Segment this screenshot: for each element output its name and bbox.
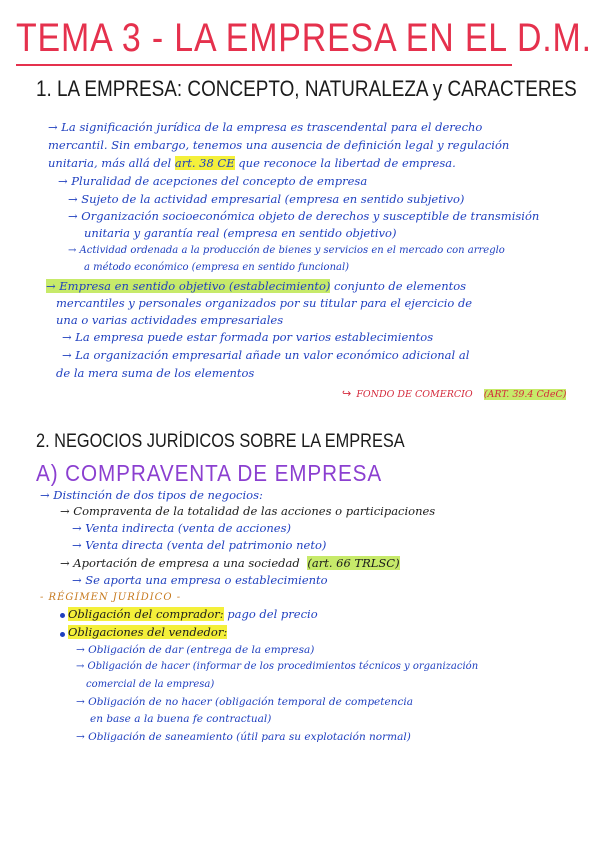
venta-indirecta: → Venta indirecta (venta de acciones) — [72, 521, 291, 535]
bullet-dot-icon — [60, 613, 65, 618]
comprador-text: pago del precio — [227, 607, 318, 621]
title-underline — [16, 64, 512, 66]
vendedor-item-2: → Obligación de hacer (informar de los procedimientos técnicos y organización — [76, 661, 479, 672]
pluralidad-item-3b: a método económico (empresa en sentido funcional) — [84, 262, 350, 273]
distincion-item-1: → Compraventa de la totalidad de las acciones o participaciones — [60, 504, 436, 518]
aportacion-sub: → Se aporta una empresa o establecimiento — [72, 573, 328, 587]
art-38-ce-highlight: art. 38 CE — [174, 156, 235, 170]
objetivo-item-2: → La organización empresarial añade un valor económico adicional al — [62, 348, 470, 362]
vendedor-item-3b: en base a la buena fe contractual) — [90, 713, 272, 725]
vendedor-item-1: → Obligación de dar (entrega de la empresa) — [76, 644, 315, 656]
intro-line-3-end: que reconoce la libertad de empresa. — [238, 156, 456, 170]
intro-line-2: mercantil. Sin embargo, tenemos una ausencia de definición legal y regulación — [48, 138, 510, 152]
vendedor-item-2b: comercial de la empresa) — [86, 679, 215, 690]
intro-line-3 — [48, 158, 456, 170]
regimen-juridico-label: - RÉGIMEN JURÍDICO - — [40, 592, 182, 603]
pluralidad-item-3: → Actividad ordenada a la producción de bienes y servicios en el mercado con arreglo — [68, 245, 505, 256]
objetivo-item-2b: de la mera suma de los elementos — [56, 366, 255, 380]
pluralidad-item-2b: unitaria y garantía real (empresa en sentido objetivo) — [84, 226, 397, 240]
pluralidad-item-2: → Organización socioeconómica objeto de derechos y susceptible de transmisión — [68, 209, 540, 223]
venta-directa: → Venta directa (venta del patrimonio neto) — [72, 538, 327, 552]
bullet-dot-icon — [60, 632, 65, 637]
page-title: TEMA 3 - LA EMPRESA EN EL D.M. — [16, 16, 592, 60]
objetivo-line-2: mercantiles y personales organizados por su titular para el ejercicio de — [56, 296, 473, 310]
section-2-heading: 2. NEGOCIOS JURÍDICOS SOBRE LA EMPRESA — [36, 431, 405, 452]
fondo-arrow-icon: ↪ — [342, 387, 352, 400]
pluralidad-heading: → Pluralidad de acepciones del concepto de empresa — [58, 174, 368, 188]
aportacion-text: → Aportación de empresa a una sociedad — [60, 556, 300, 570]
distincion-heading: → Distinción de dos tipos de negocios: — [40, 488, 263, 502]
objetivo-line-1-end: conjunto de elementos — [334, 279, 467, 293]
intro-line-1: → La significación jurídica de la empresa es trascendental para el derecho — [48, 120, 483, 134]
vendedor-label: Obligaciones del vendedor: — [68, 625, 228, 639]
comprador-label: Obligación del comprador: — [68, 607, 224, 621]
comprador-line — [68, 609, 318, 621]
intro-line-3-text: unitaria, más allá del — [48, 156, 172, 170]
fondo-comercio-line — [342, 384, 566, 400]
objetivo-item-1: → La empresa puede estar formada por varios establecimientos — [62, 330, 434, 344]
objetivo-line-3: una o varias actividades empresariales — [56, 313, 284, 327]
distincion-item-2 — [60, 558, 400, 570]
fondo-comercio-label: FONDO DE COMERCIO — [356, 389, 473, 400]
vendedor-item-4: → Obligación de saneamiento (útil para su explotación normal) — [76, 731, 411, 743]
art-66-trlsc-highlight: (art. 66 TRLSC) — [307, 556, 400, 570]
vendedor-item-3: → Obligación de no hacer (obligación temporal de competencia — [76, 696, 413, 708]
section-1-heading: 1. LA EMPRESA: CONCEPTO, NATURALEZA y CARACTERES — [36, 76, 577, 101]
empresa-sentido-objetivo-highlight: → Empresa en sentido objetivo (establecimiento) — [46, 279, 331, 293]
pluralidad-item-1: → Sujeto de la actividad empresarial (empresa en sentido subjetivo) — [68, 192, 465, 206]
objetivo-line-1 — [46, 281, 466, 293]
vendedor-line — [68, 627, 227, 639]
fondo-comercio-ref: (ART. 39.4 CdeC) — [483, 389, 567, 400]
subsection-a-heading: A) COMPRAVENTA DE EMPRESA — [36, 460, 383, 486]
